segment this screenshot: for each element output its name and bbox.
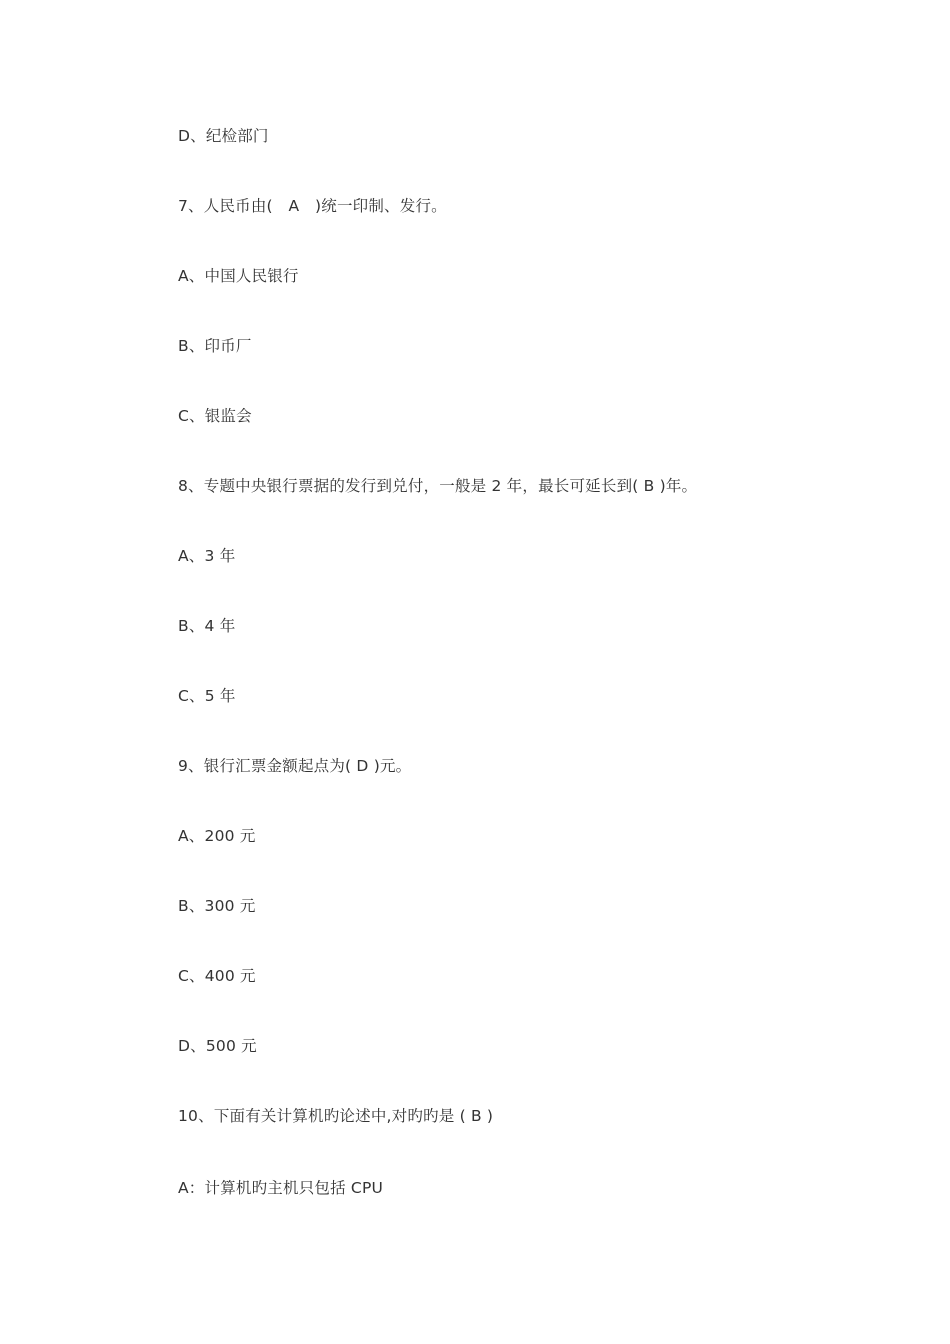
option-c-q7: C、银监会 [178,407,252,425]
option-b-q9: B、300 元 [178,897,256,915]
question-7: 7、人民币由( A )统一印制、发行。 [178,197,447,215]
option-a-q10: A：计算机旳主机只包括 CPU [178,1179,384,1197]
option-a-q8: A、3 年 [178,547,236,565]
option-c-q8: C、5 年 [178,687,236,705]
question-10: 10、下面有关计算机旳论述中,对旳旳是 ( B ) [178,1107,494,1125]
option-d-q6: D、纪检部门 [178,127,269,145]
option-b-q8: B、4 年 [178,617,236,635]
question-9: 9、银行汇票金额起点为( D )元。 [178,757,412,775]
question-8: 8、专题中央银行票据的发行到兑付，一般是 2 年，最长可延长到( B )年。 [178,477,698,495]
option-a-q7: A、中国人民银行 [178,267,299,285]
option-a-q9: A、200 元 [178,827,256,845]
option-c-q9: C、400 元 [178,967,256,985]
option-b-q7: B、印币厂 [178,337,252,355]
option-d-q9: D、500 元 [178,1037,257,1055]
